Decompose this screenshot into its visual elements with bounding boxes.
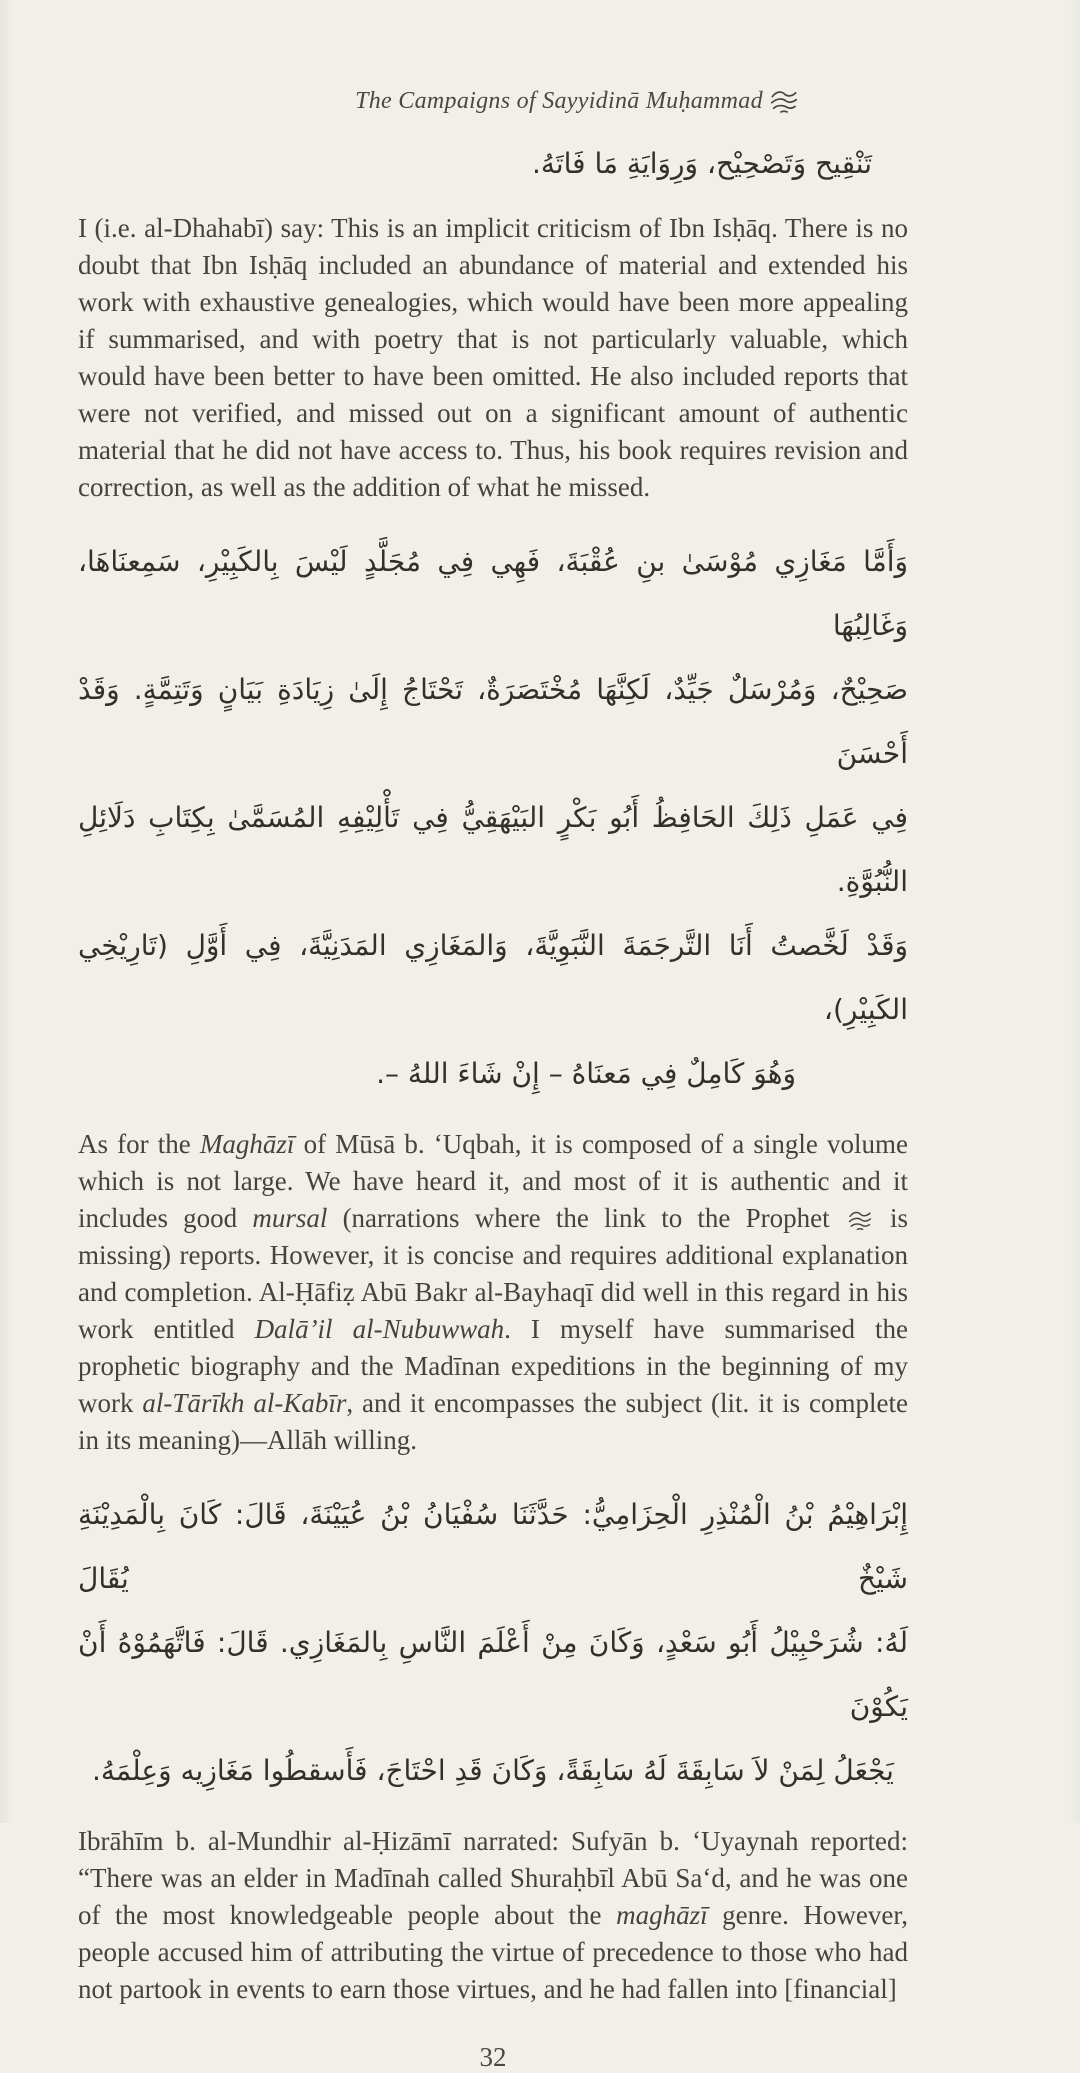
arabic-line: إِبْرَاهِيْمُ بْنُ الْمُنْذِرِ الْحِزَامِيُّ: حَدَّثَنَا سُفْيَانُ بْنُ عُيَيْنَةَ، قَالَ: كَانَ بِالْمَدِيْنَةِ شَيْخٌ يُقَالَ xyxy=(78,1498,908,1595)
arabic-line: فِي عَمَلِ ذَلِكَ الحَافِظُ أَبُو بَكْرٍ البَيْهَقِيُّ فِي تَأْلِيْفِهِ المُسَمَّىٰ بِكِتَابِ دَلَائِلِ النُّبُوَّةِ. xyxy=(78,801,908,898)
running-header xyxy=(162,86,992,116)
arabic-line: يَجْعَلُ لِمَنْ لاَ سَابِقَةَ لَهُ سَابِقَةً، وَكَانَ قَدِ احْتَاجَ، فَأَسقطُوا مَغَازِيه وَعِلْمَهُ. xyxy=(92,1754,894,1787)
arabic-intro-line: تَنْقِيح وَتَصْحِيْح، وَرِوَايَةِ مَا فَاتَهُ. xyxy=(531,147,872,180)
text-segment: of Mūsā b. ‘Uqbah, it is composed of a single volume which is not large. We have heard it, and most of it is authentic and it includes good xyxy=(78,1129,908,1233)
arabic-block-ibrahim-narration xyxy=(78,1483,908,1803)
paragraph-dhahabi-criticism: I (i.e. al-Dhahabī) say: This is an implicit criticism of Ibn Isḥāq. There is no doubt that Ibn Isḥāq included an abundance of material and extended his work with exhaustive genealogies, which would have been more appealing if summarised, and with poetry that is not particularly valuable, which would have been better to have been omitted. He also included reports that were not verified, and missed out on a significant amount of authentic material that he did not have access to. Thus, his book requires revision and correction, as well as the addition of what he missed. xyxy=(78,213,908,502)
text-segment: mursal xyxy=(252,1203,328,1233)
arabic-line: وَهُوَ كَامِلٌ فِي مَعنَاهُ – إِنْ شَاءَ اللهُ –. xyxy=(376,1057,796,1090)
text-segment: (narrations where the link to the Prophet xyxy=(327,1203,845,1233)
text-segment: maghāzī xyxy=(616,1900,708,1930)
arabic-line: وَقَدْ لَخَّصتُ أَنَا التَّرجَمَةَ النَّبَوِيَّةَ، وَالمَغَازِي المَدَنِيَّةَ، فِي أَوَّلِ (تَارِيْخِي الكَبِيْرِ)، xyxy=(78,929,908,1026)
arabic-line: وَأَمَّا مَغَازِي مُوْسَىٰ بنِ عُقْبَةَ، فَهِي فِي مُجَلَّدٍ لَيْسَ بِالكَبِيْرِ، سَمِعنَاهَا، وَغَالِبُهَا xyxy=(78,545,908,642)
text-segment: Dalā’il al-Nubuwwah xyxy=(254,1314,505,1344)
text-segment: As for the xyxy=(78,1129,200,1159)
arabic-block-musa-uqbah xyxy=(78,530,908,1106)
sallallahu-alayhi-wasallam-icon xyxy=(763,86,799,116)
arabic-line: لَهُ: شُرَحْبِيْلُ أَبُو سَعْدٍ، وَكَانَ مِنْ أَعْلَمَ النَّاسِ بِالمَغَازِي. قَالَ: فَاتَّهَمُوْهُ أَنْ يَكُوْنَ xyxy=(78,1626,908,1723)
paragraph-maghazi-musa xyxy=(78,1126,908,1459)
sallallahu-alayhi-wasallam-icon xyxy=(845,1200,875,1237)
text-segment: Maghāzī xyxy=(199,1129,295,1159)
text-segment: is missing) reports. However, it is concise and requires additional explanation and completion. Al-Ḥāfiẓ Abū Bakr al-Bayhaqī did well in this regard in his work entitled xyxy=(78,1203,908,1344)
text-segment: . I myself have summarised the prophetic biography and the Madīnan expeditions in the beginning of my work xyxy=(78,1314,908,1418)
text-segment: genre. However, people accused him of attributing the virtue of precedence to those who had not partook in events to earn those virtues, and he had fallen into [financial] xyxy=(78,1900,908,2004)
page-number: 32 xyxy=(479,2042,507,2072)
arabic-line: صَحِيْحٌ، وَمُرْسَلٌ جَيِّدٌ، لَكِنَّهَا مُخْتَصَرَةٌ، تَحْتَاجُ إِلَىٰ زِيَادَةِ بَيَانٍ وَتَتِمَّةٍ. وَقَدْ أَحْسَنَ xyxy=(78,673,908,770)
honorific-text xyxy=(799,86,800,87)
text-segment: al-Tārīkh al-Kabīr xyxy=(142,1388,347,1418)
paragraph-ibrahim-translation xyxy=(78,1823,908,2008)
text-segment: Ibrāhīm b. al-Mundhir al-Ḥizāmī narrated: Sufyān b. ‘Uyaynah reported: “There was an elder in Madīnah called Shuraḥbīl Abū Sa‘d, and he was one of the most knowledgeable people about the xyxy=(78,1826,908,1930)
running-header-title: The Campaigns of Sayyidinā Muḥammad xyxy=(355,88,763,114)
text-segment: , and it encompasses the subject (lit. it is complete in its meaning)—Allāh willing. xyxy=(78,1388,909,1455)
